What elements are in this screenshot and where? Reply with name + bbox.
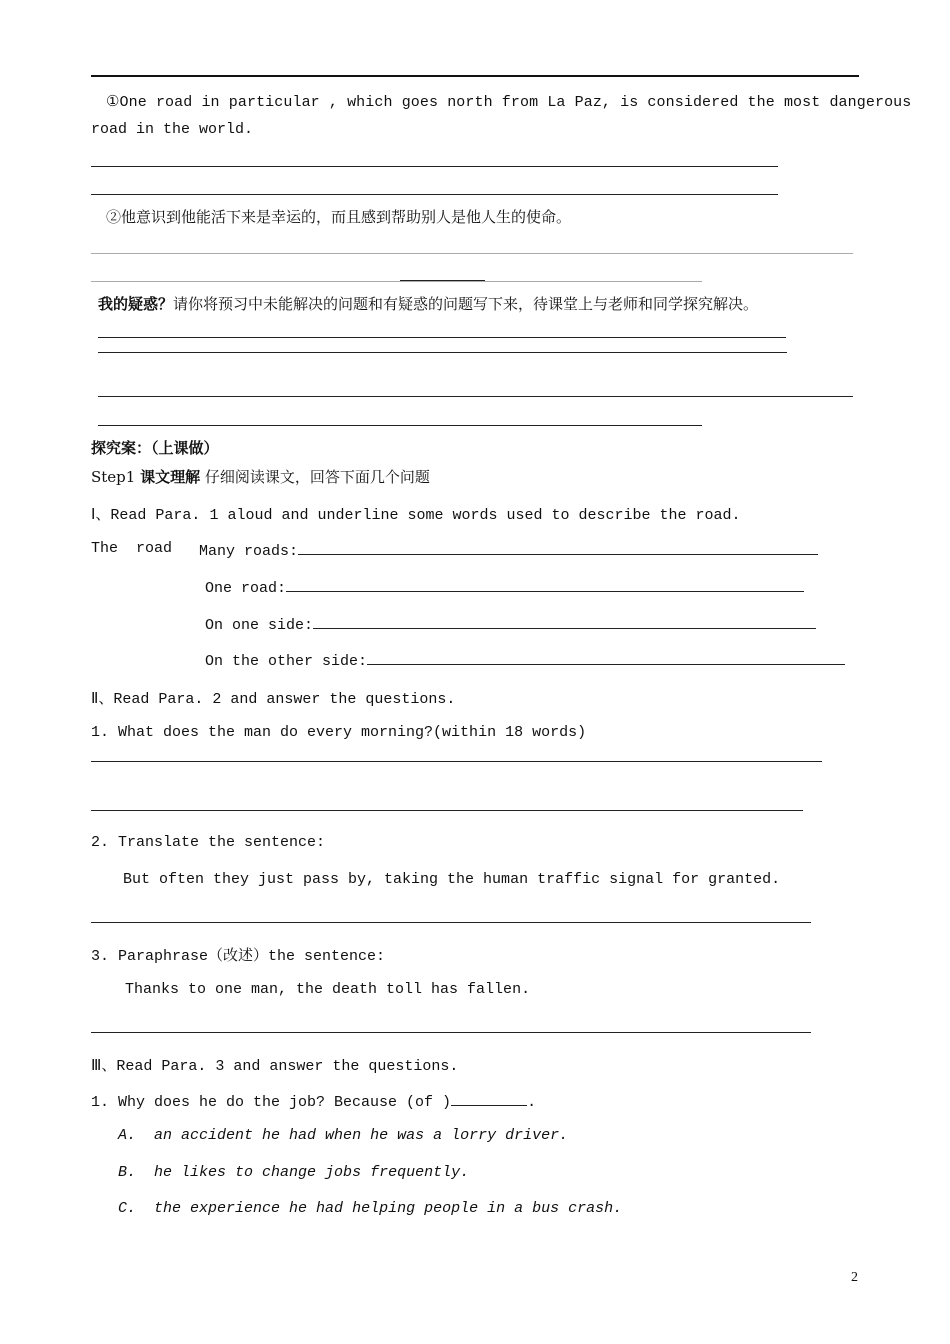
step1-line: [91, 466, 430, 487]
answer-line[interactable]: [98, 425, 702, 426]
part2-question-2-sentence: But often they just pass by, taking the human traffic signal for granted.: [123, 871, 781, 888]
step1-prefix: Step1: [91, 468, 141, 486]
answer-line[interactable]: [91, 166, 778, 167]
part2-question-1: 1. What does the man do every morning?(within 18 words): [91, 724, 587, 741]
sentence-1: ①One road in particular , which goes north from La Paz, is considered the most dangerous: [106, 94, 912, 111]
answer-blank[interactable]: [313, 614, 816, 629]
explore-title: 探究案：（上课做）: [91, 439, 219, 457]
option-text: an accident he had when he was a lorry driver.: [154, 1127, 569, 1144]
answer-line-mark: [400, 280, 485, 281]
part3-heading: Ⅲ、Read Para. 3 and answer the questions.: [91, 1058, 459, 1075]
question-end: .: [527, 1094, 537, 1111]
part2-heading: Ⅱ、Read Para. 2 and answer the questions.: [91, 691, 456, 708]
answer-line[interactable]: [91, 281, 702, 282]
answer-line[interactable]: [91, 194, 778, 195]
step1-instruction: 仔细阅读课文，回答下面几个问题: [200, 468, 430, 486]
part2-question-3: 3. Paraphrase（改述）the sentence:: [91, 948, 386, 965]
sentence-1-continued: road in the world.: [91, 121, 254, 138]
answer-line[interactable]: [91, 922, 811, 923]
answer-line[interactable]: [98, 337, 786, 338]
part3-question-1: [91, 1091, 536, 1111]
option-letter: B.: [118, 1164, 137, 1181]
road-item-other-side: [205, 650, 845, 670]
answer-line[interactable]: [91, 810, 803, 811]
part1-heading: Ⅰ、Read Para. 1 aloud and underline some words used to describe the road.: [91, 507, 741, 524]
option-letter: A.: [118, 1127, 137, 1144]
answer-blank[interactable]: [298, 540, 818, 555]
option-a[interactable]: [118, 1127, 568, 1144]
question-text: 1. Why does he do the job? Because (of ): [91, 1094, 452, 1111]
option-text: he likes to change jobs frequently.: [154, 1164, 470, 1181]
option-b[interactable]: [118, 1164, 469, 1181]
answer-line[interactable]: [98, 352, 787, 353]
answer-line[interactable]: [91, 761, 822, 762]
top-rule: [91, 75, 859, 77]
answer-line[interactable]: [91, 253, 853, 254]
doubts-prompt: [98, 293, 758, 314]
answer-blank[interactable]: [367, 650, 845, 665]
item-label: Many roads:: [199, 543, 299, 560]
option-text: the experience he had helping people in a bus crash.: [154, 1200, 623, 1217]
doubts-label: 我的疑惑？: [98, 295, 174, 313]
road-item-one-side: [205, 614, 816, 634]
page-number: 2: [851, 1270, 858, 1285]
step1-title: 课文理解: [140, 468, 201, 486]
item-label: One road:: [205, 580, 287, 597]
option-letter: C.: [118, 1200, 137, 1217]
item-label: On the other side:: [205, 653, 368, 670]
sentence-2: ②他意识到他能活下来是幸运的，而且感到帮助别人是他人生的使命。: [106, 208, 572, 226]
part2-question-3-sentence: Thanks to one man, the death toll has fallen.: [125, 981, 531, 998]
the-road-label: The road: [91, 540, 173, 557]
road-item-many-roads: [199, 540, 818, 560]
item-label: On one side:: [205, 617, 314, 634]
road-item-one-road: [205, 577, 804, 597]
answer-line[interactable]: [98, 396, 853, 397]
part2-question-2: 2. Translate the sentence:: [91, 834, 326, 851]
option-c[interactable]: [118, 1200, 622, 1217]
doubts-text: 请你将预习中未能解决的问题和有疑惑的问题写下来，待课堂上与老师和同学探究解决。: [173, 295, 759, 313]
answer-blank[interactable]: [286, 577, 804, 592]
answer-line[interactable]: [91, 1032, 811, 1033]
answer-blank[interactable]: [451, 1091, 527, 1106]
